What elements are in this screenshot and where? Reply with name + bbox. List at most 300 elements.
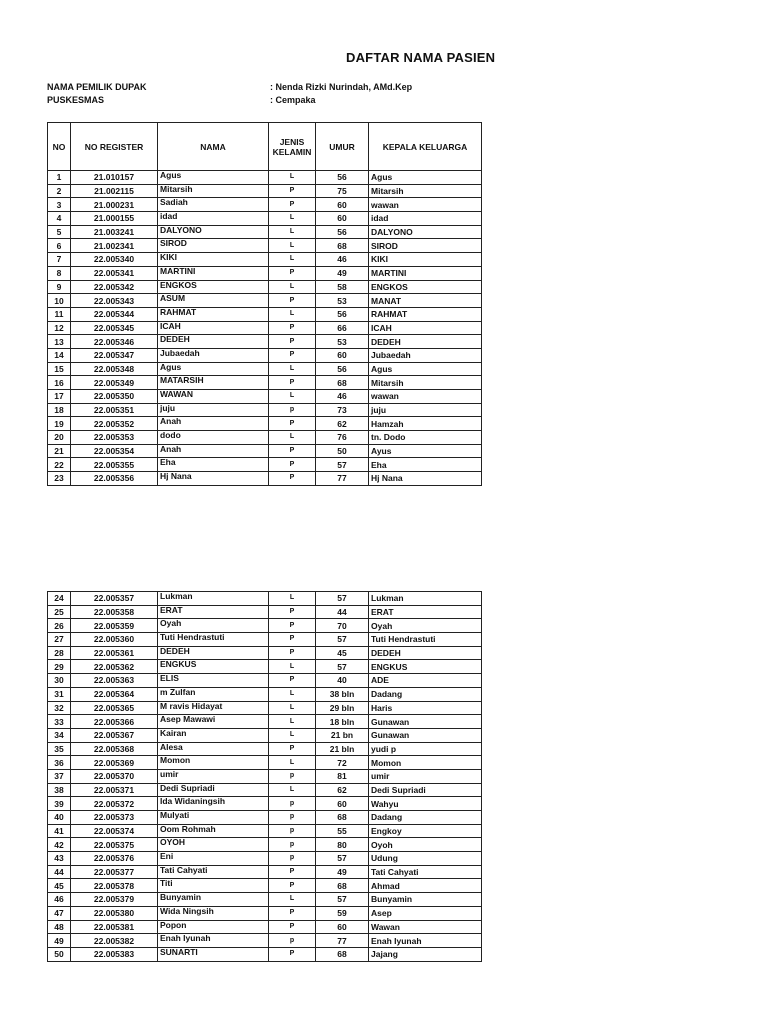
cell-umur: 57 xyxy=(316,592,369,606)
cell-jenis-kelamin: P xyxy=(269,348,316,362)
cell-kepala-keluarga: ERAT xyxy=(369,605,482,619)
cell-register: 22.005360 xyxy=(71,633,158,647)
cell-kepala-keluarga: Ahmad xyxy=(369,879,482,893)
cell-umur: 57 xyxy=(316,660,369,674)
cell-nama: DALYONO xyxy=(158,225,269,239)
cell-nama: MATARSIH xyxy=(158,376,269,390)
cell-no: 50 xyxy=(48,947,71,961)
cell-umur: 68 xyxy=(316,947,369,961)
table-row xyxy=(48,769,482,783)
cell-nama: Popon xyxy=(158,920,269,934)
table-row xyxy=(48,920,482,934)
table-header-row xyxy=(48,123,482,171)
cell-kepala-keluarga: Wawan xyxy=(369,920,482,934)
cell-kepala-keluarga: Tuti Hendrastuti xyxy=(369,633,482,647)
cell-kepala-keluarga: tn. Dodo xyxy=(369,431,482,445)
cell-jenis-kelamin: p xyxy=(269,403,316,417)
table-row xyxy=(48,458,482,472)
cell-umur: 21 bn xyxy=(316,728,369,742)
table-row xyxy=(48,403,482,417)
cell-kepala-keluarga: Udung xyxy=(369,852,482,866)
cell-no: 30 xyxy=(48,674,71,688)
header-register: NO REGISTER xyxy=(71,123,158,171)
cell-no: 3 xyxy=(48,198,71,212)
cell-register: 21.002115 xyxy=(71,184,158,198)
cell-register: 22.005378 xyxy=(71,879,158,893)
cell-jenis-kelamin: P xyxy=(269,198,316,212)
cell-nama: umir xyxy=(158,769,269,783)
cell-register: 21.010157 xyxy=(71,171,158,185)
cell-kepala-keluarga: Bunyamin xyxy=(369,893,482,907)
table-row xyxy=(48,687,482,701)
cell-no: 26 xyxy=(48,619,71,633)
cell-no: 24 xyxy=(48,592,71,606)
cell-umur: 77 xyxy=(316,472,369,486)
cell-nama: DEDEH xyxy=(158,335,269,349)
cell-no: 7 xyxy=(48,253,71,267)
cell-register: 22.005363 xyxy=(71,674,158,688)
cell-jenis-kelamin: P xyxy=(269,865,316,879)
cell-umur: 60 xyxy=(316,198,369,212)
cell-kepala-keluarga: Enah Iyunah xyxy=(369,934,482,948)
cell-jenis-kelamin: P xyxy=(269,879,316,893)
cell-no: 12 xyxy=(48,321,71,335)
cell-umur: 68 xyxy=(316,376,369,390)
cell-umur: 29 bln xyxy=(316,701,369,715)
cell-nama: MARTINI xyxy=(158,266,269,280)
cell-kepala-keluarga: MANAT xyxy=(369,294,482,308)
cell-nama: Wida Ningsih xyxy=(158,906,269,920)
cell-nama: dodo xyxy=(158,431,269,445)
cell-nama: ASUM xyxy=(158,294,269,308)
cell-kepala-keluarga: Dedi Supriadi xyxy=(369,783,482,797)
cell-no: 43 xyxy=(48,852,71,866)
cell-nama: Kairan xyxy=(158,728,269,742)
cell-no: 1 xyxy=(48,171,71,185)
cell-kepala-keluarga: Tati Cahyati xyxy=(369,865,482,879)
table-row xyxy=(48,646,482,660)
cell-kepala-keluarga: DEDEH xyxy=(369,646,482,660)
cell-register: 22.005342 xyxy=(71,280,158,294)
cell-jenis-kelamin: P xyxy=(269,947,316,961)
cell-register: 22.005347 xyxy=(71,348,158,362)
cell-kepala-keluarga: Ayus xyxy=(369,444,482,458)
cell-umur: 21 bln xyxy=(316,742,369,756)
cell-kepala-keluarga: Jubaedah xyxy=(369,348,482,362)
cell-kepala-keluarga: Eha xyxy=(369,458,482,472)
cell-no: 44 xyxy=(48,865,71,879)
cell-jenis-kelamin: L xyxy=(269,715,316,729)
cell-register: 22.005381 xyxy=(71,920,158,934)
owner-value: : Nenda Rizki Nurindah, AMd.Kep xyxy=(270,82,413,92)
cell-jenis-kelamin: L xyxy=(269,431,316,445)
cell-jenis-kelamin: P xyxy=(269,742,316,756)
cell-kepala-keluarga: DALYONO xyxy=(369,225,482,239)
table-row xyxy=(48,811,482,825)
cell-no: 49 xyxy=(48,934,71,948)
cell-umur: 46 xyxy=(316,390,369,404)
cell-kepala-keluarga: Oyoh xyxy=(369,838,482,852)
cell-kepala-keluarga: Gunawan xyxy=(369,728,482,742)
cell-register: 22.005367 xyxy=(71,728,158,742)
cell-no: 15 xyxy=(48,362,71,376)
cell-kepala-keluarga: Jajang xyxy=(369,947,482,961)
cell-nama: Enah Iyunah xyxy=(158,934,269,948)
table-row xyxy=(48,225,482,239)
cell-register: 22.005357 xyxy=(71,592,158,606)
cell-nama: Anah xyxy=(158,444,269,458)
cell-nama: Titi xyxy=(158,879,269,893)
cell-no: 47 xyxy=(48,906,71,920)
cell-umur: 56 xyxy=(316,307,369,321)
table-row xyxy=(48,660,482,674)
cell-jenis-kelamin: P xyxy=(269,619,316,633)
cell-jenis-kelamin: P xyxy=(269,184,316,198)
cell-kepala-keluarga: juju xyxy=(369,403,482,417)
cell-kepala-keluarga: Asep xyxy=(369,906,482,920)
cell-umur: 40 xyxy=(316,674,369,688)
cell-kepala-keluarga: yudi p xyxy=(369,742,482,756)
cell-register: 22.005371 xyxy=(71,783,158,797)
cell-jenis-kelamin: L xyxy=(269,212,316,226)
cell-kepala-keluarga: Mitarsih xyxy=(369,376,482,390)
cell-umur: 68 xyxy=(316,811,369,825)
cell-nama: KIKI xyxy=(158,253,269,267)
table-row xyxy=(48,376,482,390)
cell-umur: 46 xyxy=(316,253,369,267)
cell-register: 22.005364 xyxy=(71,687,158,701)
cell-jenis-kelamin: P xyxy=(269,444,316,458)
cell-no: 41 xyxy=(48,824,71,838)
cell-nama: OYOH xyxy=(158,838,269,852)
cell-register: 22.005353 xyxy=(71,431,158,445)
cell-nama: juju xyxy=(158,403,269,417)
cell-register: 21.000231 xyxy=(71,198,158,212)
cell-umur: 58 xyxy=(316,280,369,294)
cell-jenis-kelamin: P xyxy=(269,376,316,390)
cell-kepala-keluarga: ENGKUS xyxy=(369,660,482,674)
cell-no: 9 xyxy=(48,280,71,294)
cell-register: 22.005372 xyxy=(71,797,158,811)
cell-register: 22.005362 xyxy=(71,660,158,674)
cell-nama: Agus xyxy=(158,362,269,376)
cell-no: 39 xyxy=(48,797,71,811)
cell-umur: 50 xyxy=(316,444,369,458)
puskesmas-value: : Cempaka xyxy=(270,95,316,105)
cell-register: 22.005350 xyxy=(71,390,158,404)
cell-no: 14 xyxy=(48,348,71,362)
cell-no: 28 xyxy=(48,646,71,660)
cell-register: 22.005359 xyxy=(71,619,158,633)
header-jenis-kelamin: JENIS KELAMIN xyxy=(269,123,316,171)
cell-jenis-kelamin: P xyxy=(269,335,316,349)
header-kepala-keluarga: KEPALA KELUARGA xyxy=(369,123,482,171)
cell-umur: 57 xyxy=(316,852,369,866)
cell-no: 45 xyxy=(48,879,71,893)
cell-jenis-kelamin: L xyxy=(269,362,316,376)
cell-nama: DEDEH xyxy=(158,646,269,660)
cell-umur: 66 xyxy=(316,321,369,335)
cell-kepala-keluarga: Wahyu xyxy=(369,797,482,811)
cell-no: 32 xyxy=(48,701,71,715)
cell-kepala-keluarga: Hj Nana xyxy=(369,472,482,486)
cell-umur: 70 xyxy=(316,619,369,633)
cell-no: 42 xyxy=(48,838,71,852)
cell-no: 22 xyxy=(48,458,71,472)
cell-jenis-kelamin: P xyxy=(269,605,316,619)
cell-jenis-kelamin: L xyxy=(269,390,316,404)
cell-register: 22.005370 xyxy=(71,769,158,783)
cell-register: 22.005373 xyxy=(71,811,158,825)
table-row xyxy=(48,321,482,335)
owner-label: NAMA PEMILIK DUPAK xyxy=(47,82,147,92)
cell-no: 37 xyxy=(48,769,71,783)
cell-kepala-keluarga: idad xyxy=(369,212,482,226)
cell-no: 46 xyxy=(48,893,71,907)
cell-umur: 57 xyxy=(316,633,369,647)
header-no: NO xyxy=(48,123,71,171)
cell-register: 22.005341 xyxy=(71,266,158,280)
patient-table-1 xyxy=(47,122,482,486)
cell-register: 22.005344 xyxy=(71,307,158,321)
cell-nama: Anah xyxy=(158,417,269,431)
cell-nama: ELIS xyxy=(158,674,269,688)
cell-kepala-keluarga: umir xyxy=(369,769,482,783)
header-umur: UMUR xyxy=(316,123,369,171)
puskesmas-label: PUSKESMAS xyxy=(47,95,105,105)
table-row xyxy=(48,239,482,253)
cell-jenis-kelamin: p xyxy=(269,934,316,948)
cell-no: 18 xyxy=(48,403,71,417)
cell-umur: 59 xyxy=(316,906,369,920)
cell-register: 22.005349 xyxy=(71,376,158,390)
cell-jenis-kelamin: L xyxy=(269,660,316,674)
owner-row xyxy=(47,82,413,92)
cell-register: 22.005361 xyxy=(71,646,158,660)
cell-jenis-kelamin: L xyxy=(269,783,316,797)
table-row xyxy=(48,852,482,866)
cell-umur: 49 xyxy=(316,266,369,280)
table-row xyxy=(48,472,482,486)
page-title: DAFTAR NAMA PASIEN xyxy=(346,50,496,65)
table-row xyxy=(48,701,482,715)
cell-no: 4 xyxy=(48,212,71,226)
cell-nama: M ravis Hidayat xyxy=(158,701,269,715)
cell-kepala-keluarga: KIKI xyxy=(369,253,482,267)
cell-jenis-kelamin: p xyxy=(269,824,316,838)
table-row xyxy=(48,280,482,294)
cell-umur: 56 xyxy=(316,171,369,185)
cell-jenis-kelamin: p xyxy=(269,769,316,783)
table-row xyxy=(48,619,482,633)
cell-register: 22.005368 xyxy=(71,742,158,756)
cell-register: 22.005356 xyxy=(71,472,158,486)
table-row xyxy=(48,756,482,770)
table-row xyxy=(48,307,482,321)
cell-kepala-keluarga: Gunawan xyxy=(369,715,482,729)
cell-no: 34 xyxy=(48,728,71,742)
table-row xyxy=(48,742,482,756)
cell-umur: 49 xyxy=(316,865,369,879)
cell-register: 22.005383 xyxy=(71,947,158,961)
cell-nama: Dedi Supriadi xyxy=(158,783,269,797)
cell-jenis-kelamin: L xyxy=(269,253,316,267)
table-row xyxy=(48,934,482,948)
cell-register: 22.005355 xyxy=(71,458,158,472)
cell-nama: SIROD xyxy=(158,239,269,253)
cell-no: 5 xyxy=(48,225,71,239)
cell-jenis-kelamin: P xyxy=(269,646,316,660)
puskesmas-row xyxy=(47,95,316,105)
cell-kepala-keluarga: Dadang xyxy=(369,687,482,701)
cell-umur: 60 xyxy=(316,920,369,934)
table-row xyxy=(48,444,482,458)
table-row xyxy=(48,715,482,729)
table-row xyxy=(48,906,482,920)
table-row xyxy=(48,797,482,811)
cell-nama: Eha xyxy=(158,458,269,472)
table-row xyxy=(48,633,482,647)
cell-umur: 68 xyxy=(316,879,369,893)
cell-no: 2 xyxy=(48,184,71,198)
cell-umur: 76 xyxy=(316,431,369,445)
cell-umur: 57 xyxy=(316,458,369,472)
cell-no: 11 xyxy=(48,307,71,321)
table-row xyxy=(48,171,482,185)
cell-register: 22.005374 xyxy=(71,824,158,838)
cell-no: 29 xyxy=(48,660,71,674)
table-row xyxy=(48,390,482,404)
cell-jenis-kelamin: p xyxy=(269,852,316,866)
cell-no: 19 xyxy=(48,417,71,431)
cell-nama: Lukman xyxy=(158,592,269,606)
cell-kepala-keluarga: DEDEH xyxy=(369,335,482,349)
cell-no: 6 xyxy=(48,239,71,253)
cell-nama: Momon xyxy=(158,756,269,770)
cell-nama: Asep Mawawi xyxy=(158,715,269,729)
cell-jenis-kelamin: P xyxy=(269,920,316,934)
table-row xyxy=(48,253,482,267)
cell-no: 27 xyxy=(48,633,71,647)
cell-jenis-kelamin: P xyxy=(269,674,316,688)
cell-register: 22.005345 xyxy=(71,321,158,335)
cell-kepala-keluarga: SIROD xyxy=(369,239,482,253)
cell-nama: Hj Nana xyxy=(158,472,269,486)
cell-register: 22.005379 xyxy=(71,893,158,907)
cell-no: 35 xyxy=(48,742,71,756)
cell-no: 10 xyxy=(48,294,71,308)
cell-nama: Mitarsih xyxy=(158,184,269,198)
cell-umur: 60 xyxy=(316,212,369,226)
cell-nama: ENGKUS xyxy=(158,660,269,674)
cell-nama: RAHMAT xyxy=(158,307,269,321)
cell-no: 48 xyxy=(48,920,71,934)
cell-register: 21.000155 xyxy=(71,212,158,226)
cell-jenis-kelamin: L xyxy=(269,701,316,715)
cell-jenis-kelamin: P xyxy=(269,294,316,308)
cell-kepala-keluarga: Haris xyxy=(369,701,482,715)
cell-jenis-kelamin: P xyxy=(269,906,316,920)
cell-nama: ERAT xyxy=(158,605,269,619)
cell-register: 22.005376 xyxy=(71,852,158,866)
cell-umur: 44 xyxy=(316,605,369,619)
cell-nama: Tuti Hendrastuti xyxy=(158,633,269,647)
cell-no: 8 xyxy=(48,266,71,280)
cell-kepala-keluarga: Agus xyxy=(369,171,482,185)
table-row xyxy=(48,362,482,376)
cell-nama: m Zulfan xyxy=(158,687,269,701)
cell-umur: 68 xyxy=(316,239,369,253)
cell-no: 23 xyxy=(48,472,71,486)
cell-register: 22.005348 xyxy=(71,362,158,376)
cell-umur: 57 xyxy=(316,893,369,907)
cell-kepala-keluarga: ADE xyxy=(369,674,482,688)
cell-jenis-kelamin: P xyxy=(269,633,316,647)
cell-jenis-kelamin: p xyxy=(269,838,316,852)
cell-umur: 53 xyxy=(316,294,369,308)
cell-register: 22.005340 xyxy=(71,253,158,267)
cell-kepala-keluarga: Lukman xyxy=(369,592,482,606)
cell-nama: ENGKOS xyxy=(158,280,269,294)
table-row xyxy=(48,592,482,606)
cell-no: 20 xyxy=(48,431,71,445)
cell-jenis-kelamin: L xyxy=(269,687,316,701)
cell-nama: Agus xyxy=(158,171,269,185)
table-row xyxy=(48,783,482,797)
cell-no: 40 xyxy=(48,811,71,825)
cell-register: 22.005343 xyxy=(71,294,158,308)
table-row xyxy=(48,294,482,308)
cell-no: 13 xyxy=(48,335,71,349)
table-row xyxy=(48,893,482,907)
cell-kepala-keluarga: Oyah xyxy=(369,619,482,633)
cell-register: 22.005352 xyxy=(71,417,158,431)
cell-kepala-keluarga: wawan xyxy=(369,390,482,404)
cell-umur: 60 xyxy=(316,797,369,811)
cell-register: 22.005365 xyxy=(71,701,158,715)
cell-jenis-kelamin: L xyxy=(269,893,316,907)
cell-jenis-kelamin: L xyxy=(269,592,316,606)
cell-nama: Alesa xyxy=(158,742,269,756)
cell-umur: 38 bln xyxy=(316,687,369,701)
cell-register: 22.005358 xyxy=(71,605,158,619)
cell-kepala-keluarga: RAHMAT xyxy=(369,307,482,321)
cell-umur: 75 xyxy=(316,184,369,198)
table-row xyxy=(48,212,482,226)
cell-kepala-keluarga: Agus xyxy=(369,362,482,376)
cell-nama: Jubaedah xyxy=(158,348,269,362)
table-row xyxy=(48,348,482,362)
cell-jenis-kelamin: L xyxy=(269,728,316,742)
table-row xyxy=(48,417,482,431)
cell-jenis-kelamin: P xyxy=(269,472,316,486)
cell-nama: Mulyati xyxy=(158,811,269,825)
cell-no: 31 xyxy=(48,687,71,701)
cell-jenis-kelamin: P xyxy=(269,417,316,431)
header-nama: NAMA xyxy=(158,123,269,171)
table-row xyxy=(48,184,482,198)
cell-nama: WAWAN xyxy=(158,390,269,404)
cell-no: 33 xyxy=(48,715,71,729)
cell-umur: 56 xyxy=(316,225,369,239)
table-row xyxy=(48,947,482,961)
table-body-1 xyxy=(48,171,482,486)
cell-nama: Eni xyxy=(158,852,269,866)
cell-umur: 72 xyxy=(316,756,369,770)
cell-jenis-kelamin: L xyxy=(269,307,316,321)
table-row xyxy=(48,266,482,280)
cell-register: 22.005351 xyxy=(71,403,158,417)
